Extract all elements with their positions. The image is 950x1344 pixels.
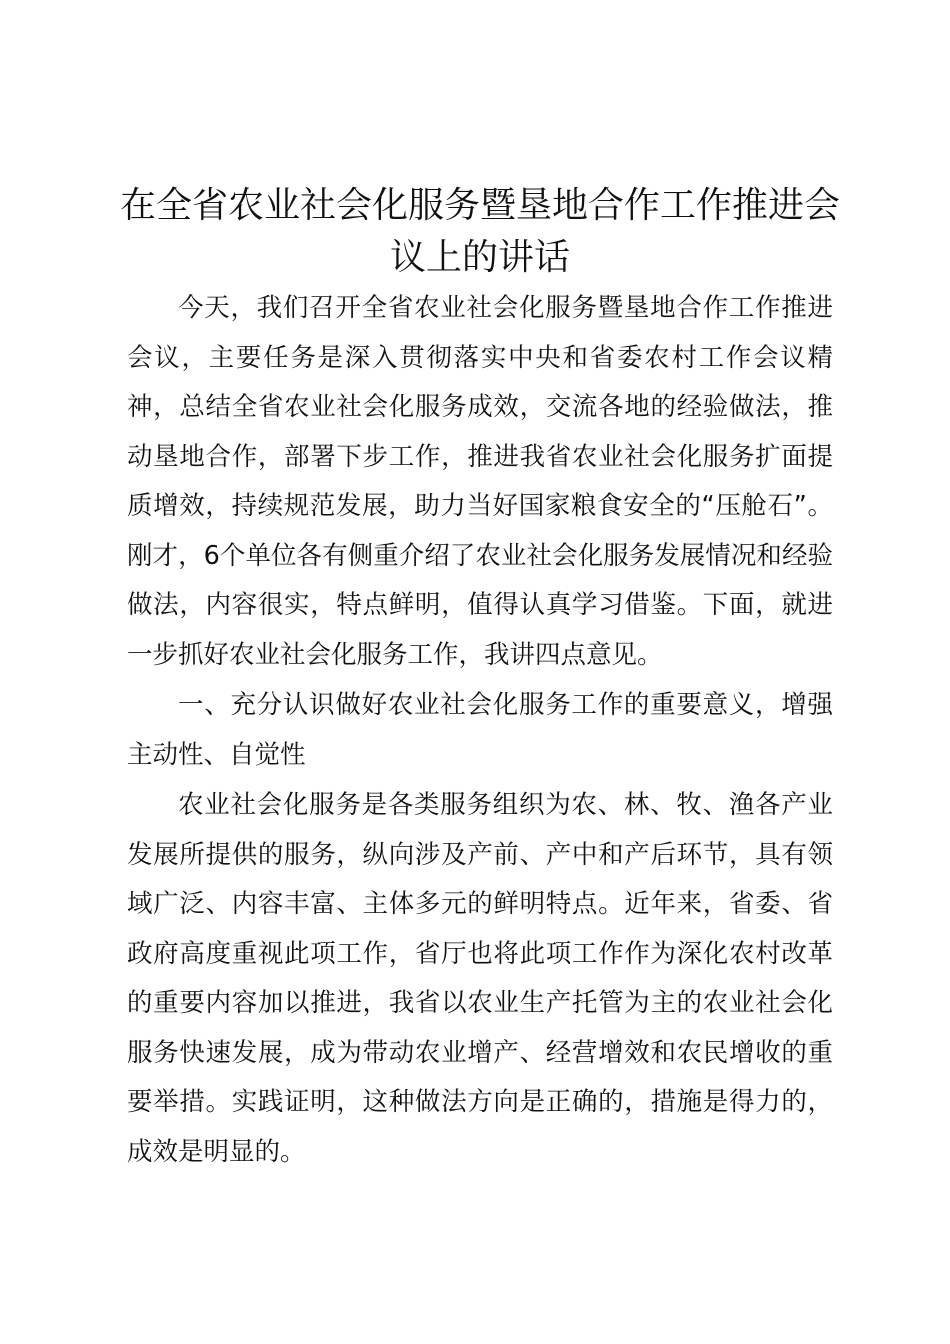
document-title: 在全省农业社会化服务暨垦地合作工作推进会议上的讲话: [119, 185, 840, 278]
section-heading-1: 一、充分认识做好农业社会化服务工作的重要意义，增强主动性、自觉性: [127, 690, 833, 770]
paragraph-section-1: 农业社会化服务是各类服务组织为农、林、牧、渔各产业发展所提供的服务，纵向涉及产前、产中和产后环节，具有领域广泛、内容丰富、主体多元的鲜明特点。近年来，省委、省政府高度重视此项工作，省厅也将此项工作作为深化农村改革的重要内容加以推进，我省以农业生产托管为主的农业社会化服务快速发展，成为带动农业增产、经营增效和农民增收的重要举措。实践证明，这种做法方向是正确的，措施是得力的，成效是明显的。: [127, 790, 833, 1167]
paragraph-intro: 今天，我们召开全省农业社会化服务暨垦地合作工作推进会议，主要任务是深入贯彻落实中央和省委农村工作会议精神，总结全省农业社会化服务成效，交流各地的经验做法，推动垦地合作，部署下步工作，推进我省农业社会化服务扩面提质增效，持续规范发展，助力当好国家粮食安全的“压舱石”。刚才，6个单位各有侧重介绍了农业社会化服务发展情况和经验做法，内容很实，特点鲜明，值得认真学习借鉴。下面，就进一步抓好农业社会化服务工作，我讲四点意见。: [127, 293, 833, 670]
